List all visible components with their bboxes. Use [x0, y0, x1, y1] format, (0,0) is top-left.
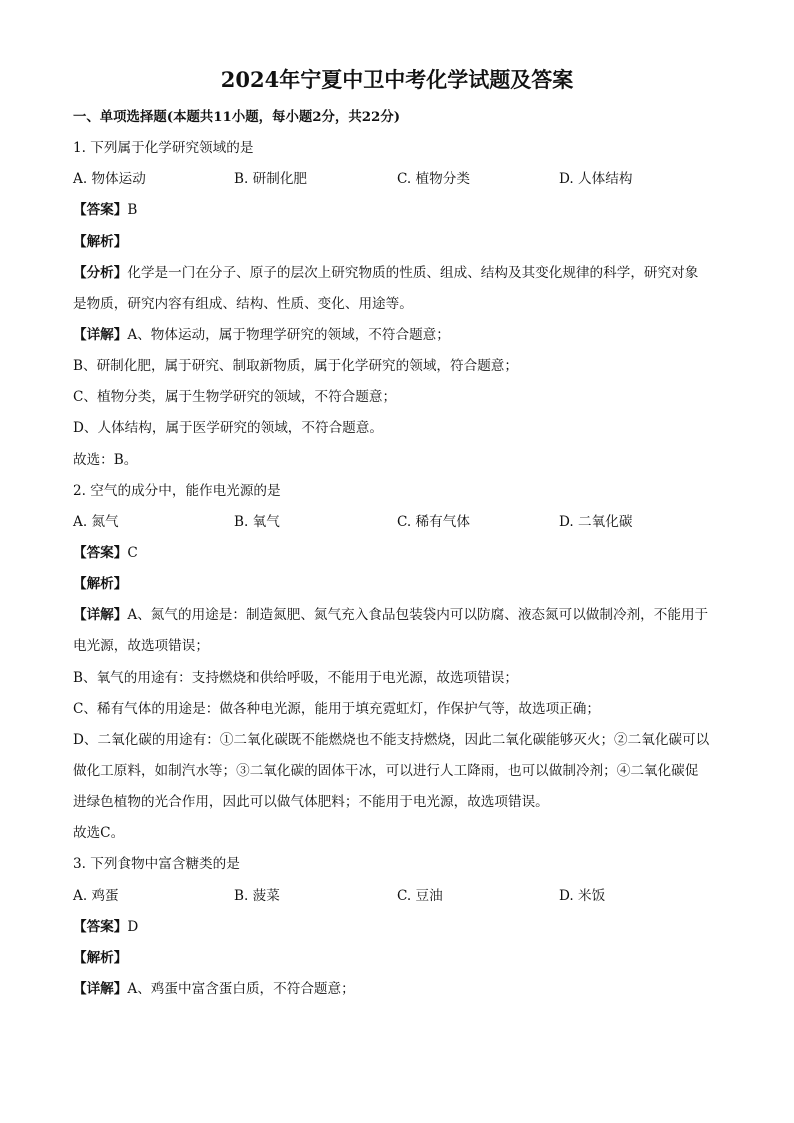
option-c: C. 稀有气体: [397, 513, 470, 530]
question-1-answer: [73, 195, 733, 226]
analysis-line: B、氧气的用途有：支持燃烧和供给呼吸，不能用于电光源，故选项错误；: [73, 669, 518, 686]
question-1-options: [73, 164, 733, 195]
analysis-line: C、稀有气体的用途是：做各种电光源，能用于填充霓虹灯，作保护气等，故选项正确；: [73, 700, 600, 717]
answer-value: D: [127, 918, 139, 935]
option-d: D. 人体结构: [559, 171, 633, 188]
question-3-stem: 3. 下列食物中富含糖类的是: [73, 856, 240, 873]
question-2-answer: [73, 538, 733, 569]
analysis-text: A、物体运动，属于物理学研究的领域，不符合题意；: [127, 326, 450, 343]
analysis-line: [73, 320, 733, 351]
analysis-line: [73, 974, 733, 1005]
analysis-line: 故选C。: [73, 825, 125, 842]
option-a: A. 鸡蛋: [73, 887, 119, 904]
analysis-line: D、人体结构，属于医学研究的领域，不符合题意。: [73, 420, 383, 437]
question-2-analysis-label: 【解析】: [73, 576, 128, 593]
analysis-sublabel: 【详解】: [73, 326, 128, 343]
option-c: C. 植物分类: [397, 171, 470, 188]
analysis-text: A、氮气的用途是：制造氮肥、氮气充入食品包装袋内可以防腐、液态氮可以做制冷剂，不能用于: [127, 607, 709, 624]
document-body: [73, 102, 733, 1005]
question-3-answer: [73, 912, 733, 943]
option-b: B. 研制化肥: [234, 171, 308, 188]
analysis-line: 进绿色植物的光合作用，因此可以做气体肥料；不能用于电光源，故选项错误。: [73, 794, 549, 811]
question-3-options: [73, 881, 733, 912]
question-1-analysis-label: 【解析】: [73, 233, 128, 250]
question-2-stem: 2. 空气的成分中，能作电光源的是: [73, 482, 281, 499]
analysis-line: 电光源，故选项错误；: [73, 638, 209, 655]
analysis-text: 化学是一门在分子、原子的层次上研究物质的性质、组成、结构及其变化规律的科学，研究对象: [127, 264, 699, 281]
answer-label: 【答案】: [73, 918, 128, 935]
answer-value: B: [127, 202, 138, 219]
analysis-line: [73, 258, 733, 289]
option-d: D. 米饭: [559, 887, 606, 904]
analysis-sublabel: 【分析】: [73, 264, 128, 281]
analysis-line: B、研制化肥，属于研究、制取新物质，属于化学研究的领域，符合题意；: [73, 358, 518, 375]
option-b: B. 菠菜: [234, 887, 280, 904]
answer-label: 【答案】: [73, 544, 128, 561]
question-2-options: [73, 507, 733, 538]
analysis-line: 故选：B。: [73, 451, 138, 468]
option-a: A. 氮气: [73, 513, 119, 530]
option-a: A. 物体运动: [73, 171, 146, 188]
analysis-line: 是物质，研究内容有组成、结构、性质、变化、用途等。: [73, 295, 413, 312]
answer-value: C: [127, 544, 138, 561]
document-title: 2024年宁夏中卫中考化学试题及答案: [220, 67, 574, 92]
analysis-line: D、二氧化碳的用途有：①二氧化碳既不能燃烧也不能支持燃烧，因此二氧化碳能够灭火；②二氧化碳可以: [73, 731, 710, 748]
analysis-sublabel: 【详解】: [73, 980, 128, 997]
analysis-line: C、植物分类，属于生物学研究的领域，不符合题意；: [73, 389, 397, 406]
section-heading: 一、单项选择题(本题共11小题，每小题2分，共22分): [73, 109, 401, 125]
answer-label: 【答案】: [73, 202, 128, 219]
analysis-text: A、鸡蛋中富含蛋白质，不符合题意；: [127, 980, 355, 997]
analysis-line: [73, 600, 733, 631]
analysis-line: 做化工原料，如制汽水等；③二氧化碳的固体干冰，可以进行人工降雨，也可以做制冷剂；④二氧化碳促: [73, 762, 699, 779]
option-c: C. 豆油: [397, 887, 443, 904]
question-3-analysis-label: 【解析】: [73, 949, 128, 966]
option-b: B. 氧气: [234, 513, 280, 530]
option-d: D. 二氧化碳: [559, 513, 633, 530]
question-1-stem: 1. 下列属于化学研究领域的是: [73, 140, 254, 157]
analysis-sublabel: 【详解】: [73, 607, 128, 624]
